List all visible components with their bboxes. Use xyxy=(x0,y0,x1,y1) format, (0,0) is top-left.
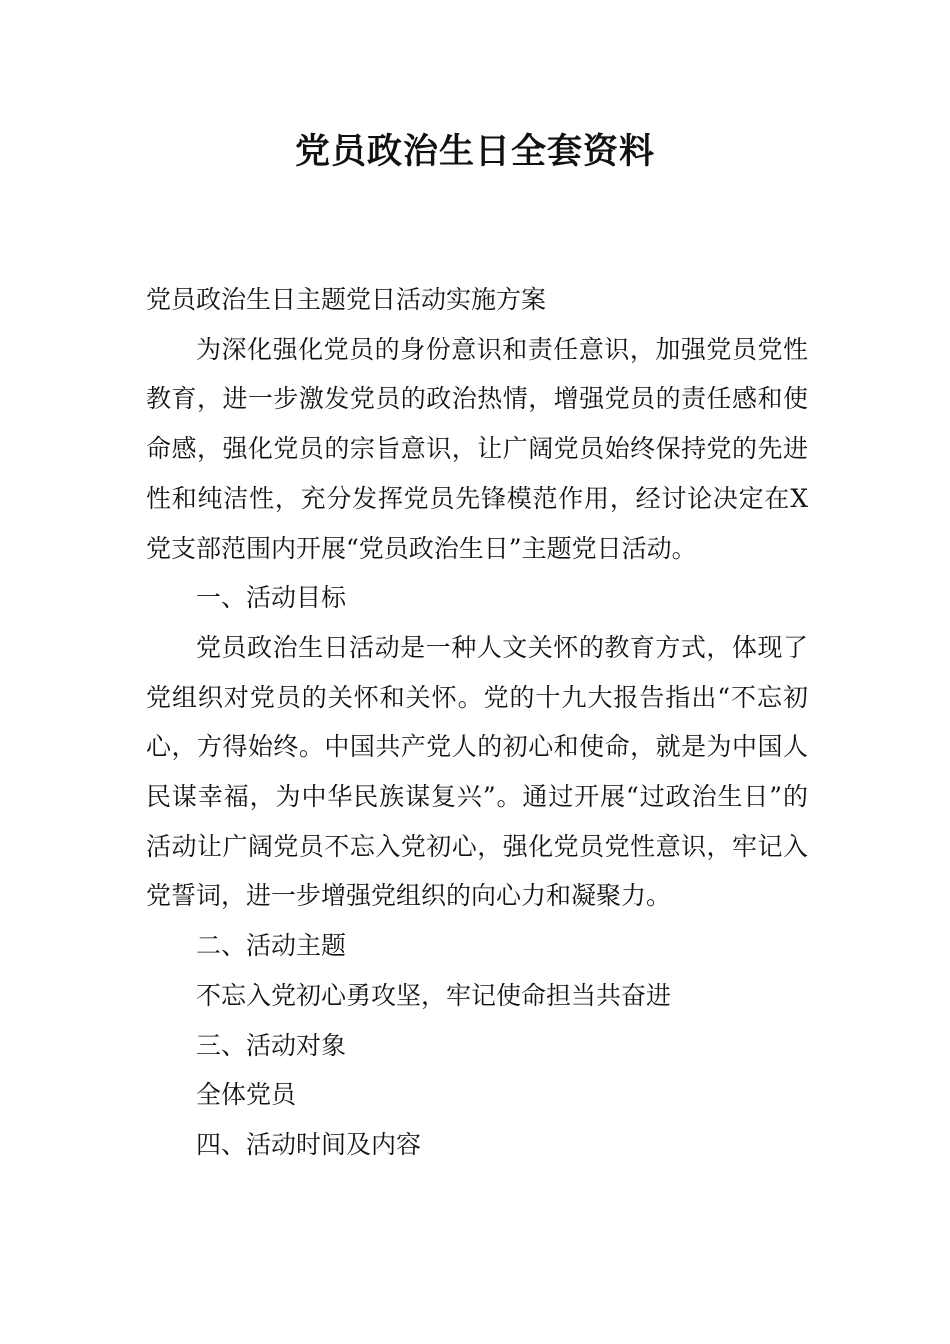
plan-subtitle: 党员政治生日主题党日活动实施方案 xyxy=(146,285,547,314)
section-heading-audience: 三、活动对象 xyxy=(196,1030,347,1060)
document-title: 党员政治生日全套资料 xyxy=(294,132,655,172)
section-heading-theme: 二、活动主题 xyxy=(196,931,347,961)
audience-paragraph: 全体党员 xyxy=(196,1080,297,1110)
section-heading-schedule: 四、活动时间及内容 xyxy=(196,1129,422,1159)
goals-paragraph: 党员政治生日活动是一种人文关怀的教育方式，体现了党组织对党员的关怀和关怀。党的十九大报告指出“不忘初心，方得始终。中国共产党人的初心和使命，就是为中国人民谋幸福，为中华民族谋复兴”。通过开展“过政治生日”的活动让广阔党员不忘入党初心，强化党员党性意识，牢记入党誓词，进一步增强党组织的向心力和凝聚力。 xyxy=(146,632,808,911)
intro-paragraph: 为深化强化党员的身份意识和责任意识，加强党员党性教育，进一步激发党员的政治热情，增强党员的责任感和使命感，强化党员的宗旨意识，让广阔党员始终保持党的先进性和纯洁性，充分发挥党员先锋模范作用，经讨论决定在X党支部范围内开展“党员政治生日”主题党日活动。 xyxy=(146,334,808,563)
theme-paragraph: 不忘入党初心勇攻坚，牢记使命担当共奋进 xyxy=(196,980,672,1010)
section-heading-goals: 一、活动目标 xyxy=(196,583,347,613)
document-body xyxy=(146,275,808,1170)
